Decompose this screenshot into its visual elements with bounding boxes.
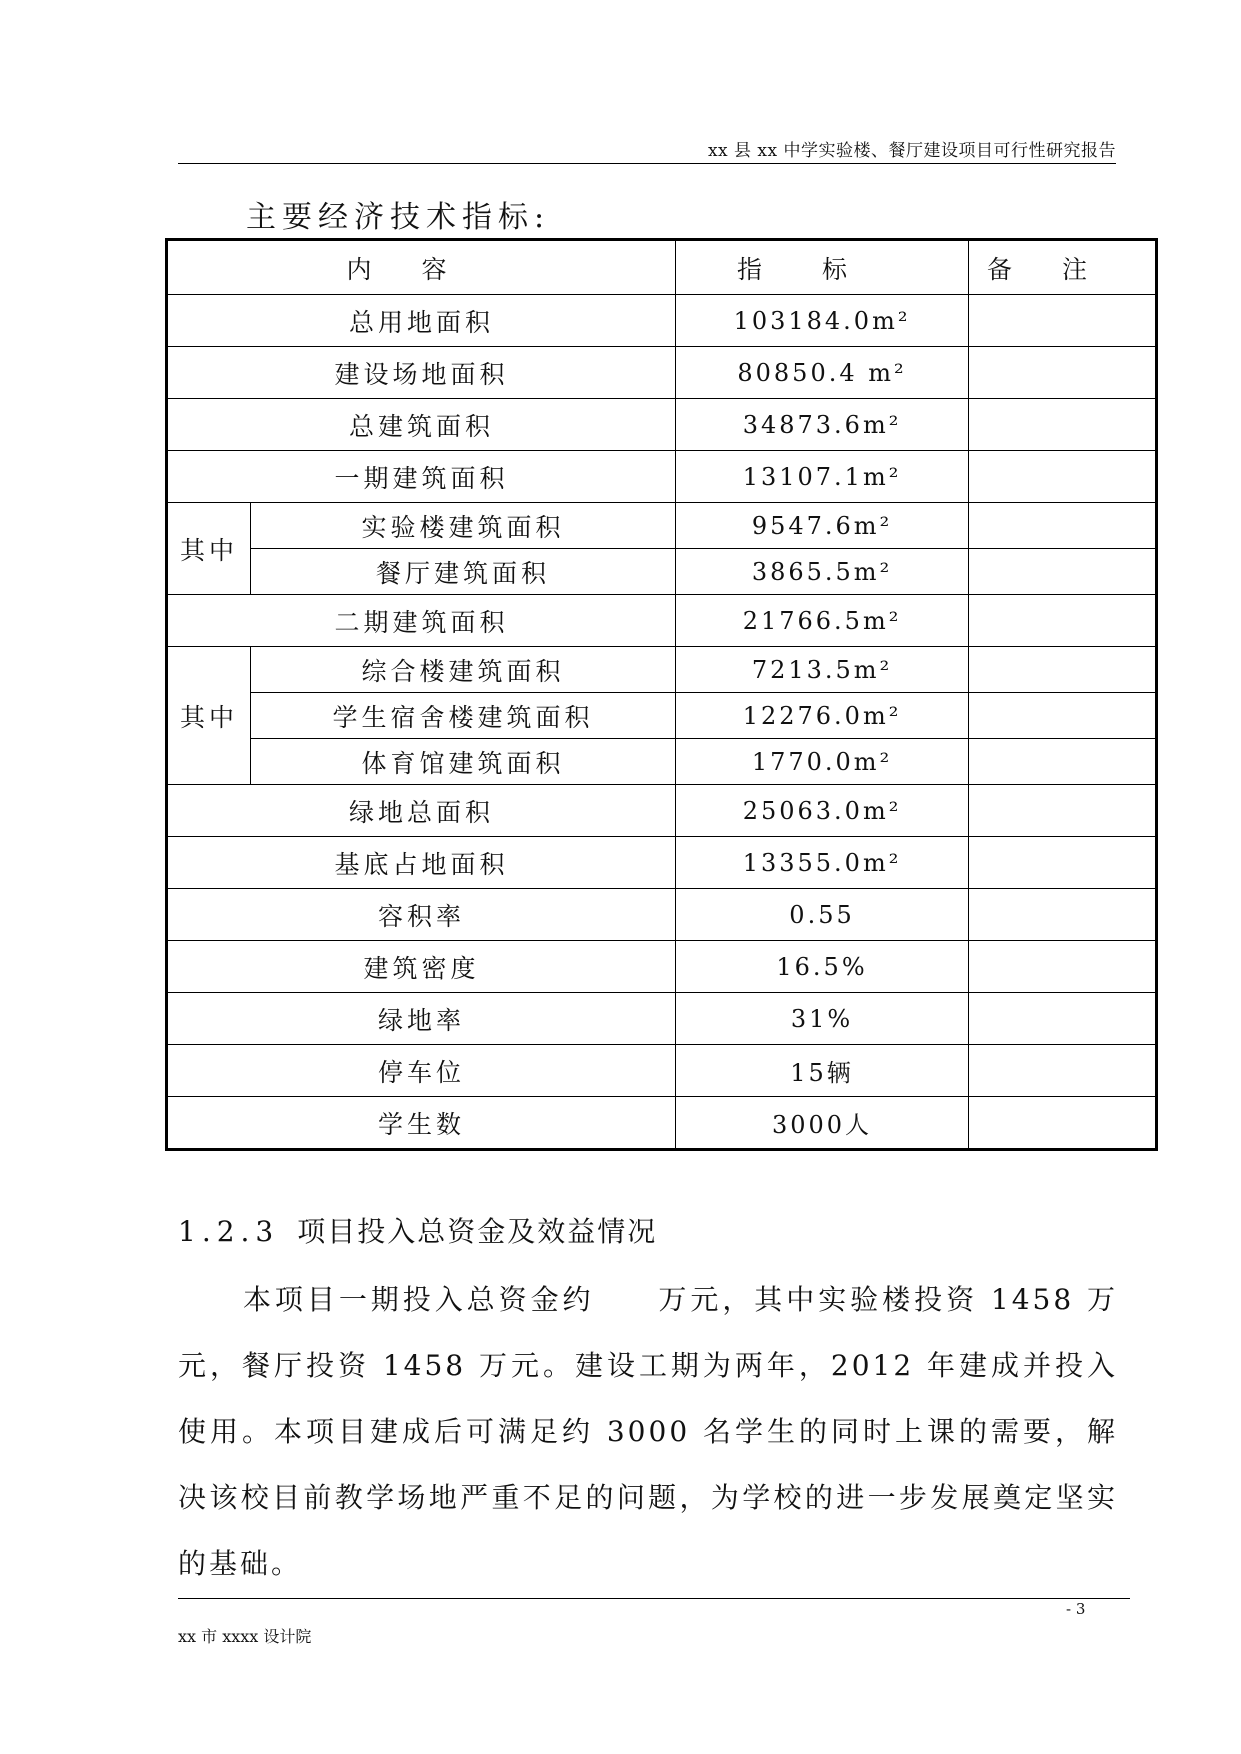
- row-value: 15辆: [676, 1045, 969, 1097]
- row-value: 13355.0m²: [676, 837, 969, 889]
- row-value: 7213.5m²: [676, 647, 969, 693]
- row-label: 建筑密度: [167, 941, 676, 993]
- row-value: 3000人: [676, 1097, 969, 1150]
- row-note: [969, 595, 1157, 647]
- table-row: [167, 837, 1157, 889]
- table-row: [167, 347, 1157, 399]
- footer-org: xx 市 xxxx 设计院: [178, 1627, 312, 1646]
- row-note: [969, 785, 1157, 837]
- row-note: [969, 647, 1157, 693]
- page-number: - 3: [1066, 1600, 1086, 1618]
- table-row: [167, 595, 1157, 647]
- row-label: 停车位: [167, 1045, 676, 1097]
- header-divider: [178, 163, 1116, 164]
- row-value: 0.55: [676, 889, 969, 941]
- table-row: [167, 503, 1157, 549]
- subsection-number: 1.2.3: [178, 1215, 280, 1248]
- row-value: 25063.0m²: [676, 785, 969, 837]
- row-label: 建设场地面积: [167, 347, 676, 399]
- header-value: 指标: [676, 240, 969, 295]
- row-value: 3865.5m²: [676, 549, 969, 595]
- row-value: 31%: [676, 993, 969, 1045]
- row-label: 学生宿舍楼建筑面积: [251, 693, 676, 739]
- row-note: [969, 399, 1157, 451]
- row-value: 16.5%: [676, 941, 969, 993]
- table-row: [167, 785, 1157, 837]
- row-label: 综合楼建筑面积: [251, 647, 676, 693]
- row-label: 实验楼建筑面积: [251, 503, 676, 549]
- row-value: 103184.0m²: [676, 295, 969, 347]
- row-value: 34873.6m²: [676, 399, 969, 451]
- row-label: 学生数: [167, 1097, 676, 1150]
- row-label: 总用地面积: [167, 295, 676, 347]
- row-label: 总建筑面积: [167, 399, 676, 451]
- header-title: xx 县 xx 中学实验楼、餐厅建设项目可行性研究报告: [707, 141, 1116, 161]
- row-value: 80850.4 m²: [676, 347, 969, 399]
- table-row: [167, 1097, 1157, 1150]
- row-label: 一期建筑面积: [167, 451, 676, 503]
- row-group-label: 其中: [167, 503, 251, 595]
- footer-divider: [178, 1598, 1130, 1599]
- table-row: [167, 993, 1157, 1045]
- row-note: [969, 941, 1157, 993]
- table-row: [167, 647, 1157, 693]
- row-note: [969, 889, 1157, 941]
- row-note: [969, 739, 1157, 785]
- body-paragraph: [178, 1267, 1118, 1597]
- row-note: [969, 1045, 1157, 1097]
- row-label: 绿地率: [167, 993, 676, 1045]
- row-label: 绿地总面积: [167, 785, 676, 837]
- paragraph-text: 本项目一期投入总资金约 万元，其中实验楼投资 1458 万元，餐厅投资 1458 万元。建设工期为两年，2012 年建成并投入使用。本项目建成后可满足约 3000 名学生的同时上课的需要，解决该校目前教学场地严重不足的问题，为学校的进一步发展奠定坚实的基础。: [178, 1283, 1118, 1580]
- row-value: 9547.6m²: [676, 503, 969, 549]
- metrics-table: [165, 238, 1158, 1151]
- header-content: 内容: [167, 240, 676, 295]
- table-row: [167, 739, 1157, 785]
- row-note: [969, 549, 1157, 595]
- row-note: [969, 1097, 1157, 1150]
- row-value: 13107.1m²: [676, 451, 969, 503]
- row-group-label: 其中: [167, 647, 251, 785]
- header-note: 备注: [969, 240, 1157, 295]
- table-row: [167, 941, 1157, 993]
- row-note: [969, 693, 1157, 739]
- row-label: 二期建筑面积: [167, 595, 676, 647]
- table-row: [167, 889, 1157, 941]
- section-title: 主要经济技术指标:: [246, 200, 551, 235]
- row-note: [969, 837, 1157, 889]
- row-note: [969, 503, 1157, 549]
- row-note: [969, 993, 1157, 1045]
- row-label: 基底占地面积: [167, 837, 676, 889]
- subsection-heading: [178, 1210, 657, 1250]
- table-row: [167, 549, 1157, 595]
- table-header-row: [167, 240, 1157, 295]
- row-label: 体育馆建筑面积: [251, 739, 676, 785]
- row-value: 12276.0m²: [676, 693, 969, 739]
- table-row: [167, 295, 1157, 347]
- row-note: [969, 295, 1157, 347]
- row-note: [969, 347, 1157, 399]
- table-row: [167, 1045, 1157, 1097]
- table-row: [167, 399, 1157, 451]
- table-row: [167, 451, 1157, 503]
- row-label: 容积率: [167, 889, 676, 941]
- row-note: [969, 451, 1157, 503]
- row-label: 餐厅建筑面积: [251, 549, 676, 595]
- table-row: [167, 693, 1157, 739]
- row-value: 21766.5m²: [676, 595, 969, 647]
- row-value: 1770.0m²: [676, 739, 969, 785]
- subsection-title: 项目投入总资金及效益情况: [297, 1215, 658, 1248]
